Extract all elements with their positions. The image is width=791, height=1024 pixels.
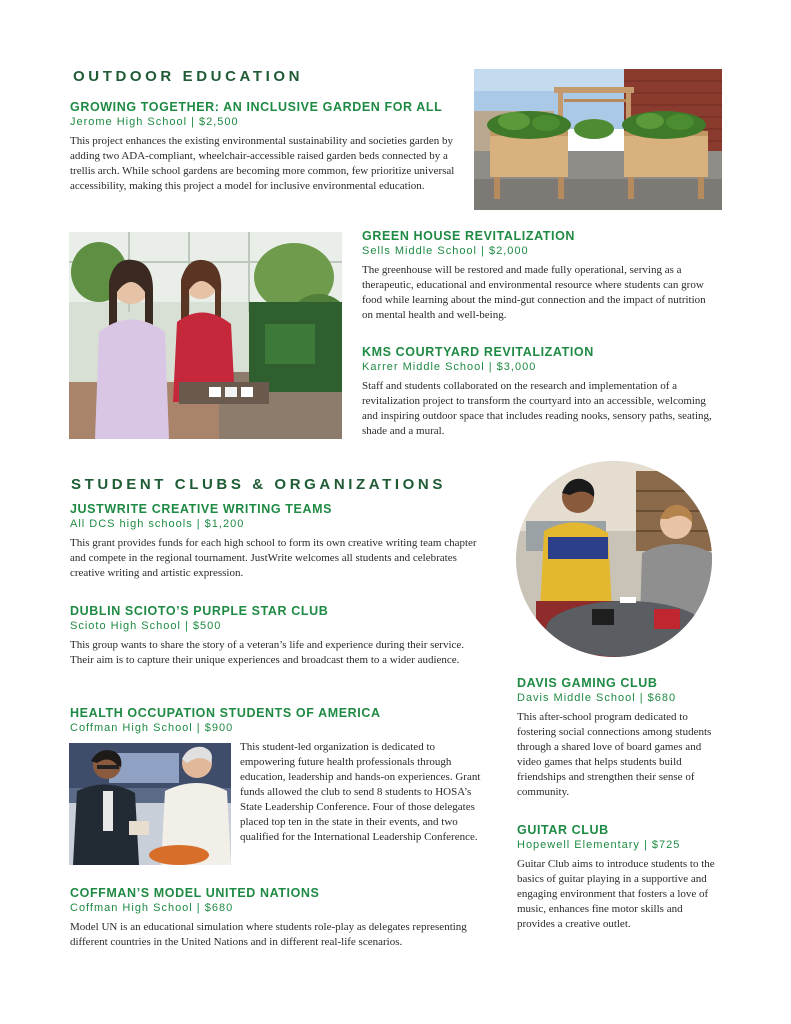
hosa-conference-photo xyxy=(69,743,231,865)
article-school-amount: Karrer Middle School | $3,000 xyxy=(362,361,537,373)
article-heading: HEALTH OCCUPATION STUDENTS OF AMERICA xyxy=(70,706,381,720)
article-heading: DUBLIN SCIOTO’S PURPLE STAR CLUB xyxy=(70,604,329,618)
article-school-amount: Jerome High School | $2,500 xyxy=(70,116,239,128)
garden-beds-photo xyxy=(474,69,722,210)
article-body: This after-school program dedicated to fostering social connections among students through a shared love of board games and video games that helps students build friendships and strengthen their sense of community. xyxy=(517,711,712,798)
article-heading: GUITAR CLUB xyxy=(517,823,609,837)
article-school-amount: Scioto High School | $500 xyxy=(70,620,222,632)
article-hosa-header xyxy=(70,706,400,734)
article-heading: GREEN HOUSE REVITALIZATION xyxy=(362,229,576,243)
article-heading: GROWING TOGETHER: AN INCLUSIVE GARDEN FOR ALL xyxy=(70,100,443,114)
article-school-amount: Hopewell Elementary | $725 xyxy=(517,839,681,851)
section-title-outdoor-education: OUTDOOR EDUCATION xyxy=(73,68,304,85)
article-model-un xyxy=(70,886,494,950)
article-purple-star xyxy=(70,604,480,668)
article-body: Staff and students collaborated on the research and implementation of a revitalization project to transform the courtyard into an accessible, welcoming and inspiring outdoor space that includes reading nooks, sensory paths, seating, shade and a mural. xyxy=(362,380,712,437)
article-hosa-body xyxy=(240,740,492,845)
article-school-amount: Sells Middle School | $2,000 xyxy=(362,245,529,257)
article-davis-gaming xyxy=(517,676,722,800)
greenhouse-students-photo xyxy=(69,232,342,439)
article-body: The greenhouse will be restored and made fully operational, serving as a therapeutic, educational and environmental resource where students can grow food while learning about the mind-gut connection and the impact of nutrition on mental health and well-being. xyxy=(362,264,706,321)
gaming-club-photo xyxy=(516,461,712,657)
article-body: Model UN is an educational simulation where students role-play as delegates representing different countries in the United Nations and in different real-life scenarios. xyxy=(70,921,467,948)
article-heading: DAVIS GAMING CLUB xyxy=(517,676,658,690)
article-growing-together xyxy=(70,100,458,194)
section-title-student-clubs: STUDENT CLUBS & ORGANIZATIONS xyxy=(71,476,446,493)
article-justwrite xyxy=(70,502,494,581)
article-green-house xyxy=(362,229,714,323)
article-body: Guitar Club aims to introduce students to the basics of guitar playing in a supportive and engaging environment that fosters a love of music, enhances fine motor skills and provides a creative outlet. xyxy=(517,858,715,930)
article-kms-courtyard xyxy=(362,345,718,439)
article-body: This grant provides funds for each high school to form its own creative writing team chapter and compete in the regional tournament. JustWrite welcomes all students and celebrates creative writing and artistic expression. xyxy=(70,537,477,579)
article-body: This project enhances the existing environmental sustainability and societies garden by adding two ADA-compliant, wheelchair-accessible raised garden beds connected by a trellis arch. While school gardens are becoming more common, few prioritize universal accessibility, making this project a model for inclusive environmental education. xyxy=(70,135,455,192)
article-guitar-club xyxy=(517,823,722,932)
article-heading: JUSTWRITE CREATIVE WRITING TEAMS xyxy=(70,502,333,516)
article-school-amount: Coffman High School | $900 xyxy=(70,722,234,734)
article-school-amount: All DCS high schools | $1,200 xyxy=(70,518,245,530)
article-school-amount: Davis Middle School | $680 xyxy=(517,692,677,704)
article-school-amount: Coffman High School | $680 xyxy=(70,902,234,914)
article-body: This student-led organization is dedicated to empowering future health professionals through education, leadership and hands-on experiences. Grant funds allowed the club to send 8 students to HOSA’s State Leadership Conference. Four of those delegates placed top ten in the state in their events, and two qualified for the International Leadership Conference. xyxy=(240,741,481,843)
article-heading: KMS COURTYARD REVITALIZATION xyxy=(362,345,594,359)
article-heading: COFFMAN’S MODEL UNITED NATIONS xyxy=(70,886,320,900)
article-body: This group wants to share the story of a veteran’s life and experience during their service. Their aim is to capture their unique experiences and broadcast them to a wider audience. xyxy=(70,639,465,666)
